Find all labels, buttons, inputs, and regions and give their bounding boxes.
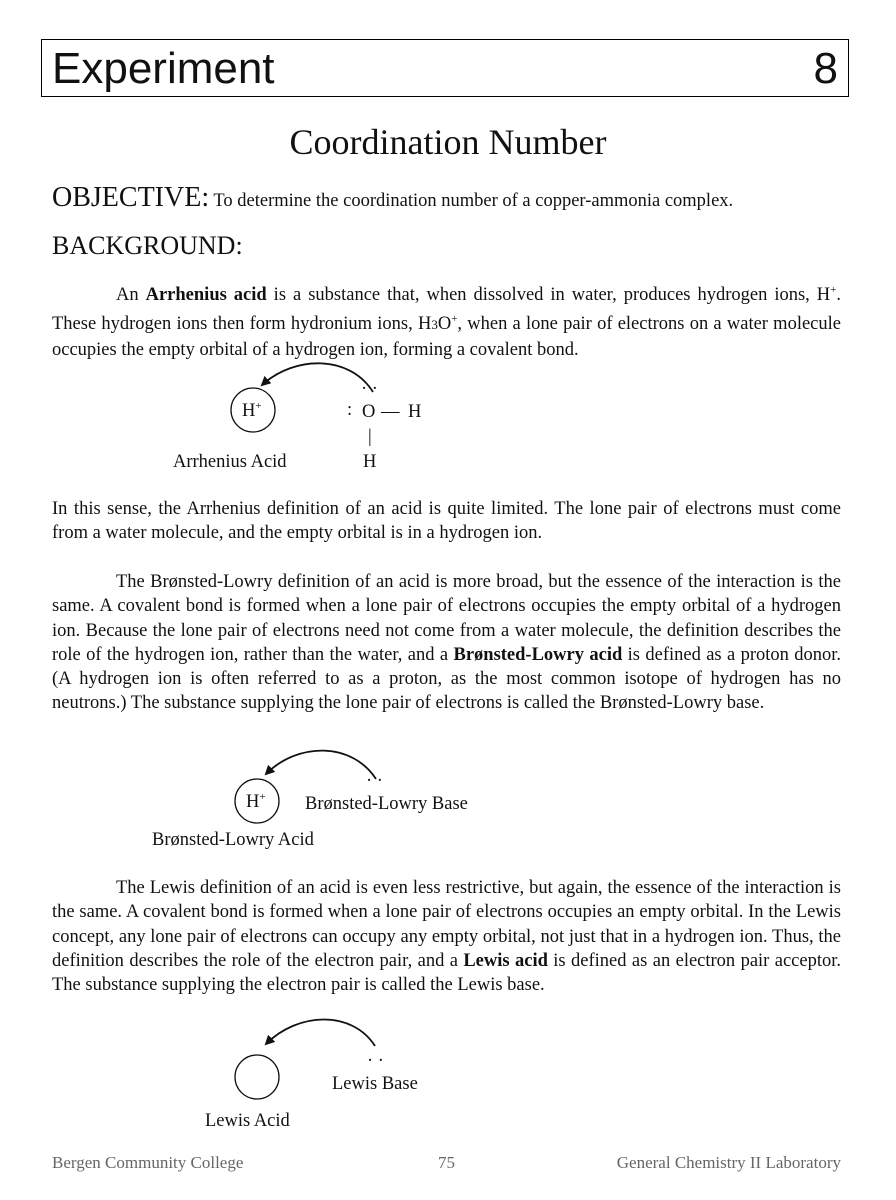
paragraph-arrhenius xyxy=(52,278,841,362)
arrhenius-diagram xyxy=(173,363,421,472)
bronsted-base-label: Brønsted-Lowry Base xyxy=(305,794,468,814)
lewis-lone-pair: · · xyxy=(367,1051,384,1071)
footer-right: General Chemistry II Laboratory xyxy=(616,1153,841,1172)
page-title: Coordination Number xyxy=(289,122,607,162)
p4-text-after: is defined as an electron pair acceptor. The substance supplying the electron pair is called the Lewis base. xyxy=(52,950,841,996)
hydrogen-atom-bottom: H xyxy=(363,452,377,472)
p1-text-mid1: is a substance that, when dissolved in water, produces hydrogen ions, H xyxy=(266,285,831,306)
bronsted-ion-circle xyxy=(235,779,279,823)
objective-line xyxy=(52,180,852,219)
p1-text-after: , when a lone pair of electrons on a water molecule occupies the empty orbital of a hydrogen ion, forming a covalent bond. xyxy=(52,314,841,360)
footer-left: Bergen Community College xyxy=(52,1153,244,1172)
experiment-number: 8 xyxy=(813,44,838,93)
bronsted-diagram xyxy=(152,751,468,850)
vertical-bond: | xyxy=(368,427,372,447)
arrhenius-ion-label: H+ xyxy=(242,400,262,421)
p3-text-after: is defined as a proton donor. (A hydrogen ion is often referred to as a proton, as the most common isotope of hydrogen has no neutrons.) The substance supplying the lone pair of electrons is called the Brønsted-Lowry base. xyxy=(52,644,842,714)
objective-text: To determine the coordination number of a copper-ammonia complex. xyxy=(213,191,734,211)
p1-text-mid2: . These hydrogen ions then form hydronium ions, H xyxy=(52,285,841,335)
p1-text-mid3: O xyxy=(437,314,452,335)
bronsted-arrow xyxy=(266,751,376,779)
lewis-diagram xyxy=(205,1020,418,1132)
paragraph-lewis xyxy=(52,876,841,997)
p3-text-before: The Brønsted-Lowry definition of an acid is more broad, but the essence of the interaction is the same. A covalent bond is formed when a lone pair of electrons occupies the empty orbital of a hydrogen ion. Because the lone pair of electrons need not come from a water molecule, the definition describes the role of the hydrogen ion, rather than the water, and a xyxy=(52,572,841,665)
oxygen-atom: O xyxy=(362,402,376,422)
oxygen-hydrogen-bond: — xyxy=(381,402,400,422)
paragraph-arrhenius-limits: In this sense, the Arrhenius definition of an acid is quite limited. The lone pair of electrons must come from a water molecule, and the empty orbital is in a hydrogen ion. xyxy=(52,499,841,544)
p1-text-before: An xyxy=(116,285,146,306)
footer-page-number: 75 xyxy=(438,1153,455,1172)
p1-sup2: + xyxy=(451,313,458,326)
p1-sup1: + xyxy=(830,284,837,296)
empty-orbital-circle xyxy=(235,1055,279,1099)
hydrogen-atom-right: H xyxy=(408,402,422,422)
lewis-arrow xyxy=(266,1020,375,1047)
background-heading: BACKGROUND: xyxy=(52,231,243,260)
paragraph-bronsted xyxy=(52,570,841,716)
lewis-acid-label: Lewis Acid xyxy=(205,1111,290,1131)
experiment-word: Experiment xyxy=(52,44,275,93)
bronsted-acid-label: Brønsted-Lowry Acid xyxy=(152,830,314,850)
arrhenius-arrow xyxy=(262,363,373,392)
p3-bold-term: Brønsted-Lowry acid xyxy=(453,644,623,665)
oxygen-lone-pair-left: : xyxy=(347,400,353,420)
p1-sub1: 3 xyxy=(431,317,438,333)
p4-bold-term: Lewis acid xyxy=(463,950,548,971)
hydrogen-ion-circle xyxy=(231,388,275,432)
oxygen-lone-pair-top: · · xyxy=(361,379,378,399)
objective-heading: OBJECTIVE: xyxy=(52,182,210,213)
p4-text-before: The Lewis definition of an acid is even less restrictive, but again, the essence of the interaction is the same. A covalent bond is formed when a lone pair of electrons occupies an empty orbital. In the Lewis concept, any lone pair of electrons can occupy any empty orbital, not just that in a hydrogen ion. Thus, the definition describes the role of the electron pair, and a xyxy=(52,878,841,971)
bronsted-lone-pair: · · xyxy=(366,771,383,791)
arrhenius-acid-label: Arrhenius Acid xyxy=(173,452,287,472)
lewis-base-label: Lewis Base xyxy=(332,1074,418,1094)
p1-bold-term: Arrhenius acid xyxy=(145,285,267,306)
experiment-header xyxy=(41,39,849,97)
bronsted-ion-label: H+ xyxy=(246,791,266,812)
